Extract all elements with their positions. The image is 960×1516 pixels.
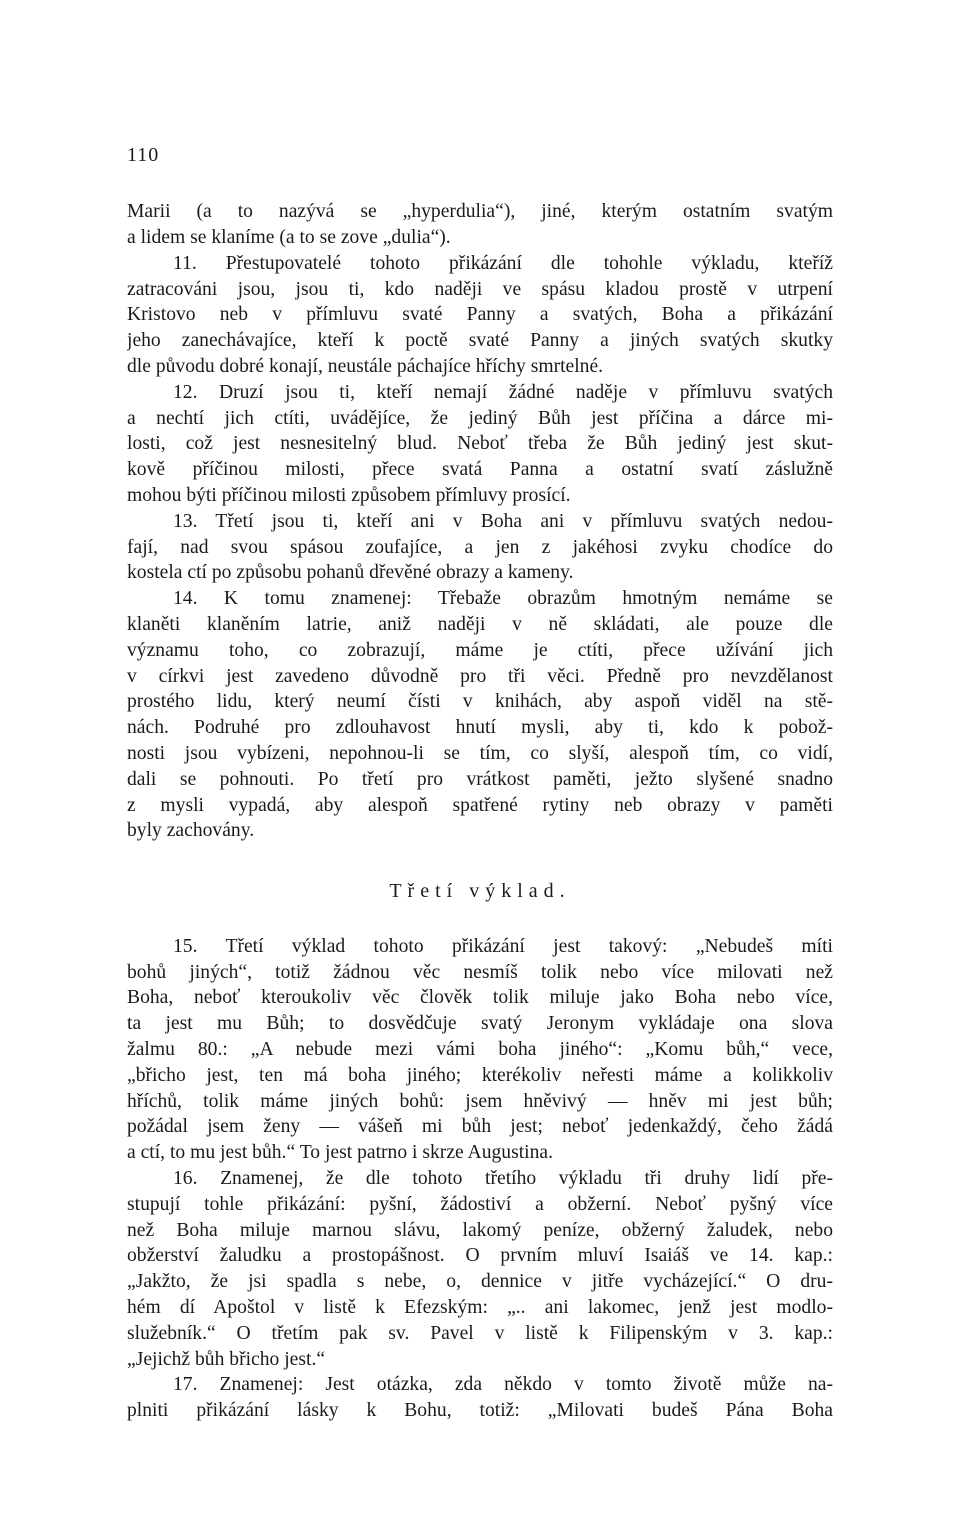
text-line: 12. Druzí jsou ti, kteří nemají žádné naděje v přímluvu svatých — [173, 382, 833, 403]
text-line: dali se pohnouti. Po třetí pro vrátkost paměti, ježto slyšené snadno — [127, 769, 833, 790]
text-line: 17. Znamenej: Jest otázka, zda někdo v tomto životě může na- — [173, 1374, 833, 1395]
text-line: služebník.“ O třetím pak sv. Pavel v listě k Filipenským v 3. kap.: — [127, 1323, 833, 1344]
text-line: Kristovo neb v přímluvu svaté Panny a svatých, Boha a přikázání — [127, 304, 833, 325]
text-line: požádal jsem ženy — vášeň mi bůh jest; neboť jedenkaždý, čeho žádá — [127, 1116, 833, 1137]
text-line: „Jakžto, že jsi spadla s nebe, o, dennice v jitře vycházející.“ O dru- — [127, 1271, 833, 1292]
text-line: kostela ctí po způsobu pohanů dřevěné obrazy a kameny. — [127, 562, 574, 583]
text-line: a nechtí jich ctíti, uvádějíce, že jediný Bůh jest příčina a dárce mi- — [127, 408, 833, 429]
text-line: obžerství žaludku a prostopášnost. O prvním mluví Isaiáš ve 14. kap.: — [127, 1245, 833, 1266]
text-line: hříchů, tolik máme jiných bohů: jsem hněvivý — hněv mi jest bůh; — [127, 1091, 833, 1112]
text-line: stupují tohle přikázání: pyšní, žádostiví a obžerní. Neboť pyšný více — [127, 1194, 833, 1215]
text-line: v církvi jest zavedeno důvodně pro tři věci. Předně pro nevzdělanost — [127, 666, 833, 687]
text-line: než Boha miluje marnou slávu, lakomý peníze, obžerný žaludek, nebo — [127, 1220, 833, 1241]
text-line: a ctí, to mu jest bůh.“ To jest patrno i skrze Augustina. — [127, 1142, 553, 1163]
text-line: dle původu dobré konají, neustále páchajíce hříchy smrtelné. — [127, 356, 604, 377]
text-line: plniti přikázání lásky k Bohu, totiž: „Milovati budeš Pána Boha — [127, 1400, 833, 1421]
text-line: zatracováni jsou, jsou ti, kdo naději ve spásu kladou prostě v utrpení — [127, 279, 833, 300]
section-heading: Třetí výklad. — [389, 880, 571, 902]
text-line: ta jest mu Bůh; to dosvědčuje svatý Jeronym vykládaje ona slova — [127, 1013, 833, 1034]
text-line: Boha, neboť kteroukoliv věc člověk tolik miluje jako Boha nebo více, — [127, 987, 833, 1008]
text-line: nosti jsou vybízeni, nepohnou-li se tím, co slyší, alespoň tím, co vidí, — [127, 743, 833, 764]
text-line: losti, což jest nesnesitelný blud. Neboť třeba že Bůh jediný jest skut- — [127, 433, 833, 454]
text-line: byly zachovány. — [127, 820, 255, 841]
text-line: mohou býti příčinou milosti způsobem přímluvy prosící. — [127, 485, 571, 506]
text-line: 13. Třetí jsou ti, kteří ani v Boha ani v přímluvu svatých nedou- — [173, 511, 833, 532]
text-line: hém dí Apoštol v listě k Efezským: „.. ani lakomec, jenž jest modlo- — [127, 1297, 833, 1318]
text-line: nách. Podruhé pro zdlouhavost hnutí mysli, aby ti, kdo k pobož- — [127, 717, 833, 738]
text-line: kově příčinou milosti, přece svatá Panna a ostatní svatí záslužně — [127, 459, 833, 480]
text-line: 16. Znamenej, že dle tohoto třetího výkladu tři druhy lidí pře- — [173, 1168, 833, 1189]
text-line: „Jejichž bůh břicho jest.“ — [127, 1349, 326, 1370]
text-line: 15. Třetí výklad tohoto přikázání jest takový: „Nebudeš míti — [173, 936, 833, 957]
text-line: 14. K tomu znamenej: Třebaže obrazům hmotným nemáme se — [173, 588, 833, 609]
text-line: významu toho, co zobrazují, máme je ctíti, přece užívání jich — [127, 640, 833, 661]
text-line: klaněti klaněním latrie, aniž naději v ně skládati, ale pouze dle — [127, 614, 833, 635]
text-line: prostého lidu, který neumí čísti v knihách, aby aspoň viděl na stě- — [127, 691, 833, 712]
text-line: bohů jiných“, totiž žádnou věc nesmíš tolik nebo více milovati než — [127, 962, 833, 983]
text-line: žalmu 80.: „A nebude mezi vámi boha jiného“: „Komu bůh,“ vece, — [127, 1039, 833, 1060]
text-line: fají, nad svou spásou zoufajíce, a jen z jakéhosi zvyku chodíce do — [127, 537, 833, 558]
text-line: Marii (a to nazývá se „hyperdulia“), jiné, kterým ostatním svatým — [127, 201, 833, 222]
text-line: a lidem se klaníme (a to se zove „dulia“). — [127, 227, 451, 248]
page-number: 110 — [127, 144, 160, 166]
text-line: 11. Přestupovatelé tohoto přikázání dle tohohle výkladu, kteříž — [173, 253, 833, 274]
text-line: „břicho jest, ten má boha jiného; kterékoliv neřesti máme a kolikkoliv — [127, 1065, 833, 1086]
text-line: jeho zanechávajíce, kteří k poctě svaté Panny a jiných svatých skutky — [127, 330, 833, 351]
text-line: z mysli vypadá, aby alespoň spatřené rytiny neb obrazy v paměti — [127, 795, 833, 816]
